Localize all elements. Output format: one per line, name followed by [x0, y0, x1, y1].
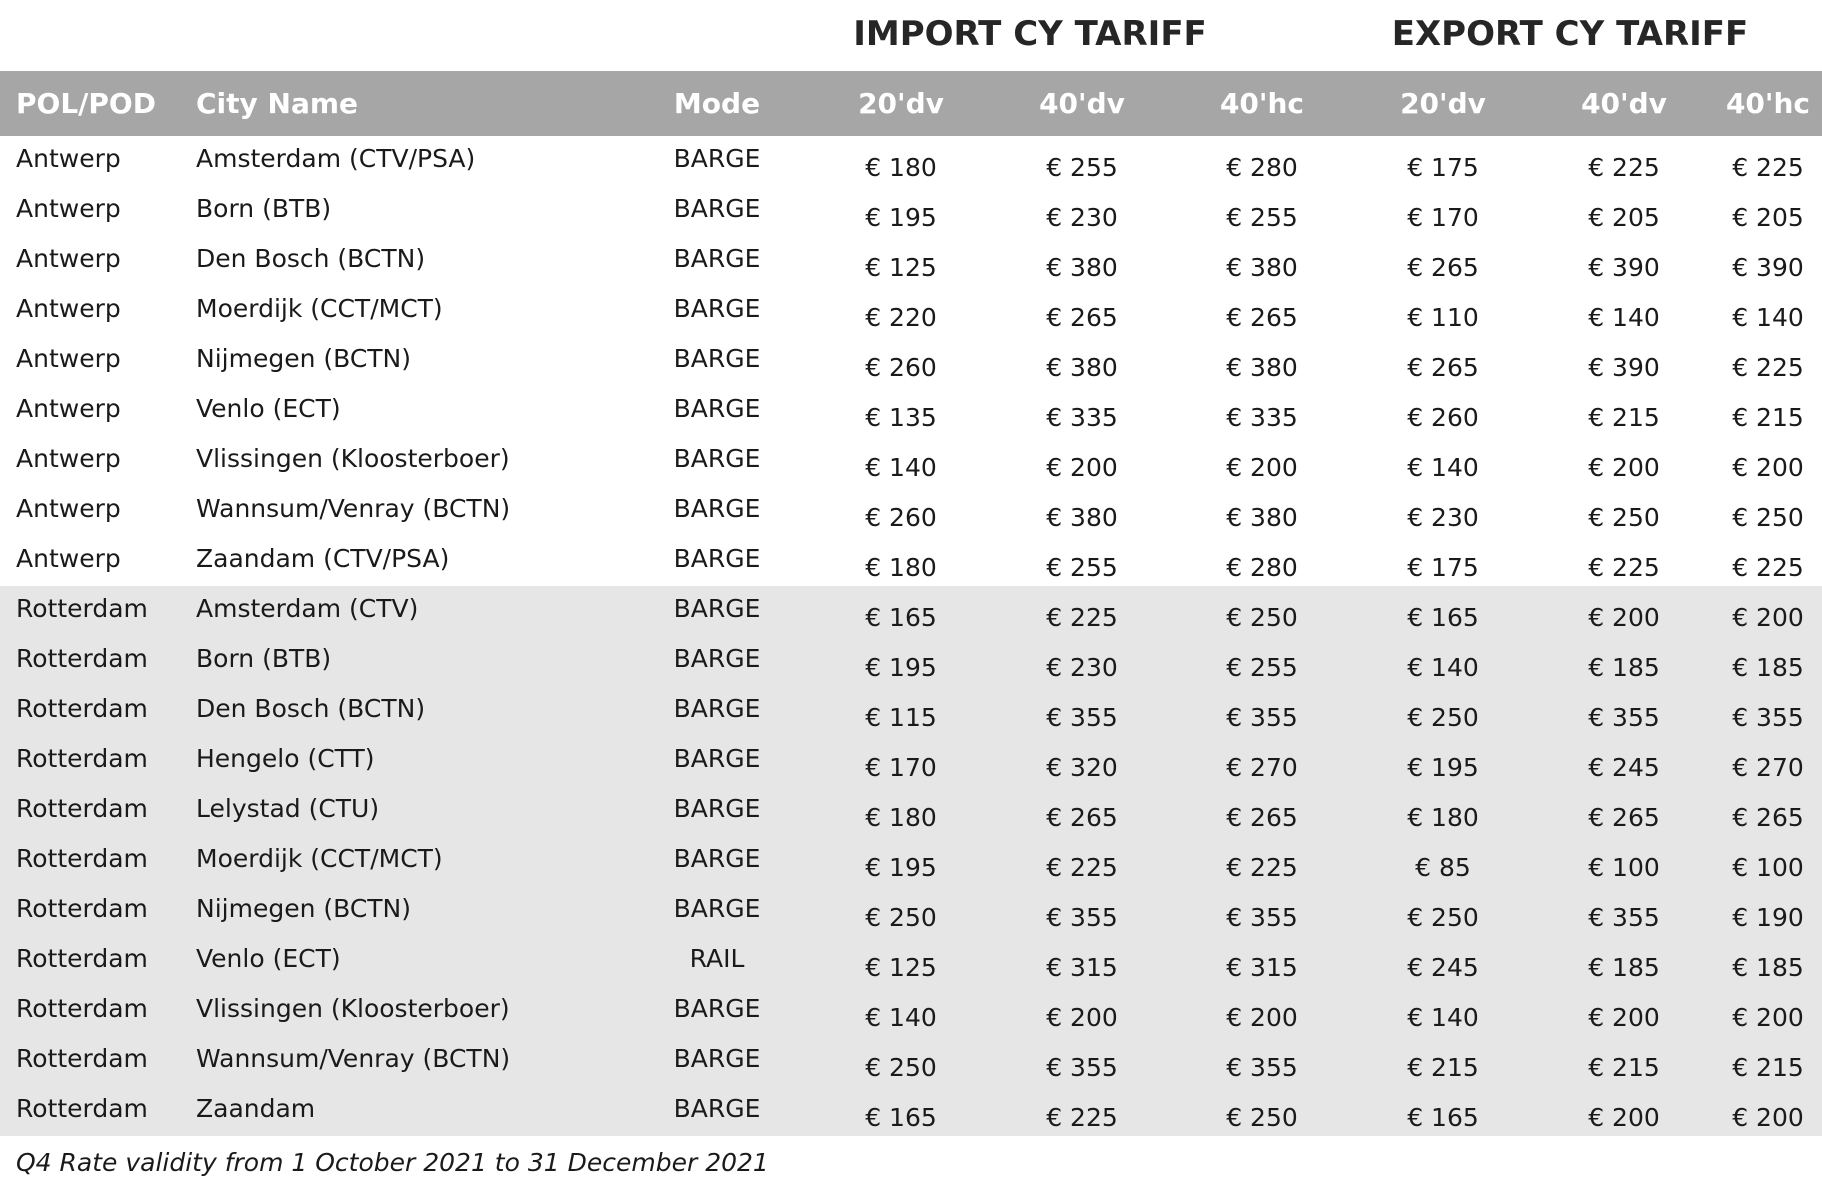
rate-cell-import-20dv: € 260	[865, 352, 937, 382]
rate-cell-export-20dv: € 250	[1407, 902, 1479, 932]
rate-cell-export-40dv: € 185	[1588, 652, 1660, 682]
rate-cell-export-40dv: € 265	[1588, 802, 1660, 832]
rate-cell-import-40hc: € 380	[1226, 502, 1298, 532]
rate-cell-import-20dv: € 115	[865, 702, 937, 732]
rate-cell-export-40hc: € 355	[1732, 702, 1804, 732]
rate-cell-import-40dv: € 265	[1046, 302, 1118, 332]
rate-cell-import-40dv: € 225	[1046, 852, 1118, 882]
mode-cell: BARGE	[673, 393, 761, 423]
rate-cell-import-40dv: € 380	[1046, 252, 1118, 282]
rate-cell-import-40hc: € 355	[1226, 1052, 1298, 1082]
city-name-cell: Born (BTB)	[196, 193, 332, 223]
city-name-cell: Born (BTB)	[196, 643, 332, 673]
city-name-cell: Lelystad (CTU)	[196, 793, 380, 823]
city-name-cell: Moerdijk (CCT/MCT)	[196, 293, 443, 323]
rate-cell-export-40hc: € 185	[1732, 952, 1804, 982]
rate-cell-import-20dv: € 250	[865, 1052, 937, 1082]
rate-cell-import-40dv: € 265	[1046, 802, 1118, 832]
rate-cell-import-40dv: € 200	[1046, 452, 1118, 482]
rate-cell-import-40dv: € 225	[1046, 1102, 1118, 1132]
rate-cell-export-20dv: € 180	[1407, 802, 1479, 832]
mode-cell: RAIL	[689, 943, 745, 973]
rate-cell-import-40hc: € 265	[1226, 802, 1298, 832]
rate-cell-import-20dv: € 170	[865, 752, 937, 782]
pol-pod-cell: Rotterdam	[16, 893, 148, 923]
rate-cell-export-20dv: € 110	[1407, 302, 1479, 332]
rate-cell-export-20dv: € 175	[1407, 552, 1479, 582]
rate-cell-import-40hc: € 250	[1226, 602, 1298, 632]
pol-pod-cell: Rotterdam	[16, 643, 148, 673]
column-header-mode: Mode	[673, 87, 761, 120]
import-tariff-title: IMPORT CY TARIFF	[853, 14, 1207, 54]
column-header-pol-pod: POL/POD	[16, 87, 156, 120]
rate-cell-export-40dv: € 140	[1588, 302, 1660, 332]
rate-cell-import-20dv: € 140	[865, 1002, 937, 1032]
pol-pod-cell: Rotterdam	[16, 1093, 148, 1123]
rate-cell-import-40hc: € 280	[1226, 552, 1298, 582]
pol-pod-cell: Rotterdam	[16, 743, 148, 773]
mode-cell: BARGE	[673, 543, 761, 573]
rate-cell-export-20dv: € 175	[1407, 152, 1479, 182]
table-row	[0, 1086, 1822, 1136]
rate-cell-export-40hc: € 225	[1732, 352, 1804, 382]
city-name-cell: Den Bosch (BCTN)	[196, 693, 426, 723]
rate-cell-import-40dv: € 355	[1046, 702, 1118, 732]
table-row	[0, 336, 1822, 386]
mode-cell: BARGE	[673, 793, 761, 823]
pol-pod-cell: Antwerp	[16, 443, 121, 473]
city-name-cell: Amsterdam (CTV)	[196, 593, 419, 623]
rate-cell-export-20dv: € 195	[1407, 752, 1479, 782]
city-name-cell: Moerdijk (CCT/MCT)	[196, 843, 443, 873]
rate-cell-import-20dv: € 250	[865, 902, 937, 932]
rate-cell-export-40hc: € 200	[1732, 1002, 1804, 1032]
table-row	[0, 186, 1822, 236]
rate-cell-export-40hc: € 200	[1732, 452, 1804, 482]
rate-cell-import-40dv: € 225	[1046, 602, 1118, 632]
rate-cell-import-40hc: € 200	[1226, 1002, 1298, 1032]
mode-cell: BARGE	[673, 143, 761, 173]
rate-cell-export-40hc: € 140	[1732, 302, 1804, 332]
table-row	[0, 786, 1822, 836]
rate-cell-export-40hc: € 225	[1732, 152, 1804, 182]
rate-cell-export-20dv: € 165	[1407, 602, 1479, 632]
rate-cell-import-40hc: € 250	[1226, 1102, 1298, 1132]
rate-cell-export-40dv: € 200	[1588, 602, 1660, 632]
rate-cell-import-40dv: € 230	[1046, 652, 1118, 682]
rate-cell-import-20dv: € 195	[865, 852, 937, 882]
rate-cell-export-20dv: € 245	[1407, 952, 1479, 982]
rate-cell-export-20dv: € 140	[1407, 1002, 1479, 1032]
rate-cell-import-20dv: € 135	[865, 402, 937, 432]
table-row	[0, 386, 1822, 436]
mode-cell: BARGE	[673, 293, 761, 323]
rate-cell-export-40hc: € 270	[1732, 752, 1804, 782]
city-name-cell: Nijmegen (BCTN)	[196, 343, 412, 373]
rate-cell-import-40hc: € 255	[1226, 652, 1298, 682]
rate-cell-export-40hc: € 200	[1732, 1102, 1804, 1132]
rate-cell-import-40hc: € 380	[1226, 252, 1298, 282]
rate-validity-note: Q4 Rate validity from 1 October 2021 to 31 December 2021	[16, 1148, 769, 1177]
rate-cell-export-40dv: € 390	[1588, 352, 1660, 382]
rate-cell-import-40hc: € 315	[1226, 952, 1298, 982]
city-name-cell: Vlissingen (Kloosterboer)	[196, 443, 510, 473]
rate-cell-export-40dv: € 200	[1588, 452, 1660, 482]
mode-cell: BARGE	[673, 643, 761, 673]
export-tariff-title: EXPORT CY TARIFF	[1391, 14, 1749, 54]
table-row	[0, 286, 1822, 336]
table-row	[0, 436, 1822, 486]
city-name-cell: Wannsum/Venray (BCTN)	[196, 493, 511, 523]
rate-cell-import-20dv: € 125	[865, 252, 937, 282]
city-name-cell: Nijmegen (BCTN)	[196, 893, 412, 923]
pol-pod-cell: Antwerp	[16, 393, 121, 423]
mode-cell: BARGE	[673, 743, 761, 773]
rate-cell-export-40hc: € 215	[1732, 1052, 1804, 1082]
rate-cell-export-20dv: € 230	[1407, 502, 1479, 532]
rate-cell-import-40dv: € 315	[1046, 952, 1118, 982]
table-row	[0, 136, 1822, 186]
rate-cell-import-40hc: € 265	[1226, 302, 1298, 332]
rate-cell-export-20dv: € 140	[1407, 452, 1479, 482]
table-row	[0, 236, 1822, 286]
column-header-export-40dv: 40'dv	[1581, 87, 1667, 120]
city-name-cell: Zaandam (CTV/PSA)	[196, 543, 450, 573]
rate-cell-export-40dv: € 200	[1588, 1002, 1660, 1032]
city-name-cell: Hengelo (CTT)	[196, 743, 375, 773]
rate-cell-export-40hc: € 250	[1732, 502, 1804, 532]
city-name-cell: Zaandam	[196, 1093, 316, 1123]
rate-cell-import-20dv: € 140	[865, 452, 937, 482]
table-row	[0, 686, 1822, 736]
rate-cell-import-40dv: € 320	[1046, 752, 1118, 782]
city-name-cell: Vlissingen (Kloosterboer)	[196, 993, 510, 1023]
rate-cell-export-40hc: € 205	[1732, 202, 1804, 232]
table-row	[0, 736, 1822, 786]
city-name-cell: Amsterdam (CTV/PSA)	[196, 143, 476, 173]
rate-cell-import-40dv: € 380	[1046, 502, 1118, 532]
tariff-table-body	[0, 136, 1822, 1136]
rate-cell-export-40hc: € 200	[1732, 602, 1804, 632]
rate-cell-export-20dv: € 250	[1407, 702, 1479, 732]
pol-pod-cell: Rotterdam	[16, 593, 148, 623]
mode-cell: BARGE	[673, 493, 761, 523]
rate-cell-export-20dv: € 260	[1407, 402, 1479, 432]
rate-cell-import-40dv: € 200	[1046, 1002, 1118, 1032]
pol-pod-cell: Antwerp	[16, 243, 121, 273]
rate-cell-import-20dv: € 195	[865, 652, 937, 682]
table-row	[0, 836, 1822, 886]
pol-pod-cell: Rotterdam	[16, 693, 148, 723]
mode-cell: BARGE	[673, 193, 761, 223]
rate-cell-import-40dv: € 255	[1046, 152, 1118, 182]
mode-cell: BARGE	[673, 1093, 761, 1123]
rate-cell-export-20dv: € 265	[1407, 252, 1479, 282]
column-header-import-40hc: 40'hc	[1219, 87, 1305, 120]
rate-cell-import-20dv: € 195	[865, 202, 937, 232]
table-row	[0, 936, 1822, 986]
pol-pod-cell: Rotterdam	[16, 1043, 148, 1073]
rate-cell-export-40dv: € 225	[1588, 552, 1660, 582]
rate-cell-import-40hc: € 255	[1226, 202, 1298, 232]
city-name-cell: Venlo (ECT)	[196, 943, 341, 973]
rate-cell-import-40hc: € 200	[1226, 452, 1298, 482]
rate-cell-export-40hc: € 100	[1732, 852, 1804, 882]
mode-cell: BARGE	[673, 693, 761, 723]
rate-cell-export-40dv: € 250	[1588, 502, 1660, 532]
city-name-cell: Wannsum/Venray (BCTN)	[196, 1043, 511, 1073]
column-header-city-name: City Name	[196, 87, 359, 120]
table-row	[0, 636, 1822, 686]
rate-cell-import-20dv: € 180	[865, 552, 937, 582]
rate-cell-import-20dv: € 180	[865, 152, 937, 182]
pol-pod-cell: Antwerp	[16, 493, 121, 523]
rate-cell-import-40hc: € 335	[1226, 402, 1298, 432]
rate-cell-export-40hc: € 390	[1732, 252, 1804, 282]
table-row	[0, 1036, 1822, 1086]
tariff-table	[0, 71, 1822, 1136]
rate-cell-export-40dv: € 215	[1588, 1052, 1660, 1082]
rate-cell-export-20dv: € 140	[1407, 652, 1479, 682]
column-header-export-20dv: 20'dv	[1400, 87, 1486, 120]
rate-cell-export-40dv: € 245	[1588, 752, 1660, 782]
column-header-import-40dv: 40'dv	[1039, 87, 1125, 120]
rate-cell-export-40dv: € 215	[1588, 402, 1660, 432]
rate-cell-export-20dv: € 170	[1407, 202, 1479, 232]
table-row	[0, 536, 1822, 586]
rate-cell-export-40dv: € 355	[1588, 702, 1660, 732]
rate-cell-export-40hc: € 265	[1732, 802, 1804, 832]
table-row	[0, 586, 1822, 636]
pol-pod-cell: Rotterdam	[16, 793, 148, 823]
rate-cell-import-20dv: € 260	[865, 502, 937, 532]
rate-cell-import-20dv: € 165	[865, 602, 937, 632]
rate-cell-import-20dv: € 180	[865, 802, 937, 832]
pol-pod-cell: Antwerp	[16, 143, 121, 173]
rate-cell-import-40dv: € 230	[1046, 202, 1118, 232]
pol-pod-cell: Antwerp	[16, 193, 121, 223]
rate-cell-import-40hc: € 225	[1226, 852, 1298, 882]
rate-cell-export-40dv: € 205	[1588, 202, 1660, 232]
rate-cell-import-40dv: € 335	[1046, 402, 1118, 432]
table-row	[0, 986, 1822, 1036]
city-name-cell: Den Bosch (BCTN)	[196, 243, 426, 273]
rate-cell-import-40hc: € 270	[1226, 752, 1298, 782]
rate-cell-import-20dv: € 125	[865, 952, 937, 982]
rate-cell-export-40dv: € 225	[1588, 152, 1660, 182]
table-row	[0, 486, 1822, 536]
rate-cell-import-40dv: € 355	[1046, 1052, 1118, 1082]
rate-cell-export-20dv: € 165	[1407, 1102, 1479, 1132]
rate-cell-export-20dv: € 265	[1407, 352, 1479, 382]
mode-cell: BARGE	[673, 443, 761, 473]
pol-pod-cell: Rotterdam	[16, 943, 148, 973]
pol-pod-cell: Rotterdam	[16, 843, 148, 873]
rate-cell-import-40dv: € 355	[1046, 902, 1118, 932]
mode-cell: BARGE	[673, 1043, 761, 1073]
rate-cell-export-40hc: € 185	[1732, 652, 1804, 682]
rate-cell-import-40dv: € 380	[1046, 352, 1118, 382]
column-header-export-40hc: 40'hc	[1725, 87, 1811, 120]
rate-cell-export-40dv: € 200	[1588, 1102, 1660, 1132]
pol-pod-cell: Antwerp	[16, 293, 121, 323]
pol-pod-cell: Antwerp	[16, 543, 121, 573]
pol-pod-cell: Rotterdam	[16, 993, 148, 1023]
mode-cell: BARGE	[673, 993, 761, 1023]
rate-cell-export-40dv: € 100	[1588, 852, 1660, 882]
column-header-import-20dv: 20'dv	[858, 87, 944, 120]
rate-cell-import-40hc: € 355	[1226, 902, 1298, 932]
rate-cell-export-20dv: € 85	[1415, 852, 1471, 882]
pol-pod-cell: Antwerp	[16, 343, 121, 373]
mode-cell: BARGE	[673, 843, 761, 873]
rate-cell-export-40dv: € 355	[1588, 902, 1660, 932]
rate-cell-export-40hc: € 215	[1732, 402, 1804, 432]
rate-cell-import-20dv: € 220	[865, 302, 937, 332]
mode-cell: BARGE	[673, 893, 761, 923]
table-header-row	[0, 71, 1822, 136]
rate-cell-import-20dv: € 165	[865, 1102, 937, 1132]
rate-cell-import-40hc: € 280	[1226, 152, 1298, 182]
rate-cell-export-40hc: € 225	[1732, 552, 1804, 582]
mode-cell: BARGE	[673, 593, 761, 623]
mode-cell: BARGE	[673, 243, 761, 273]
rate-cell-import-40hc: € 380	[1226, 352, 1298, 382]
rate-cell-export-40dv: € 390	[1588, 252, 1660, 282]
rate-cell-export-40hc: € 190	[1732, 902, 1804, 932]
mode-cell: BARGE	[673, 343, 761, 373]
table-row	[0, 886, 1822, 936]
rate-cell-import-40hc: € 355	[1226, 702, 1298, 732]
rate-cell-export-40dv: € 185	[1588, 952, 1660, 982]
rate-cell-import-40dv: € 255	[1046, 552, 1118, 582]
city-name-cell: Venlo (ECT)	[196, 393, 341, 423]
rate-cell-export-20dv: € 215	[1407, 1052, 1479, 1082]
